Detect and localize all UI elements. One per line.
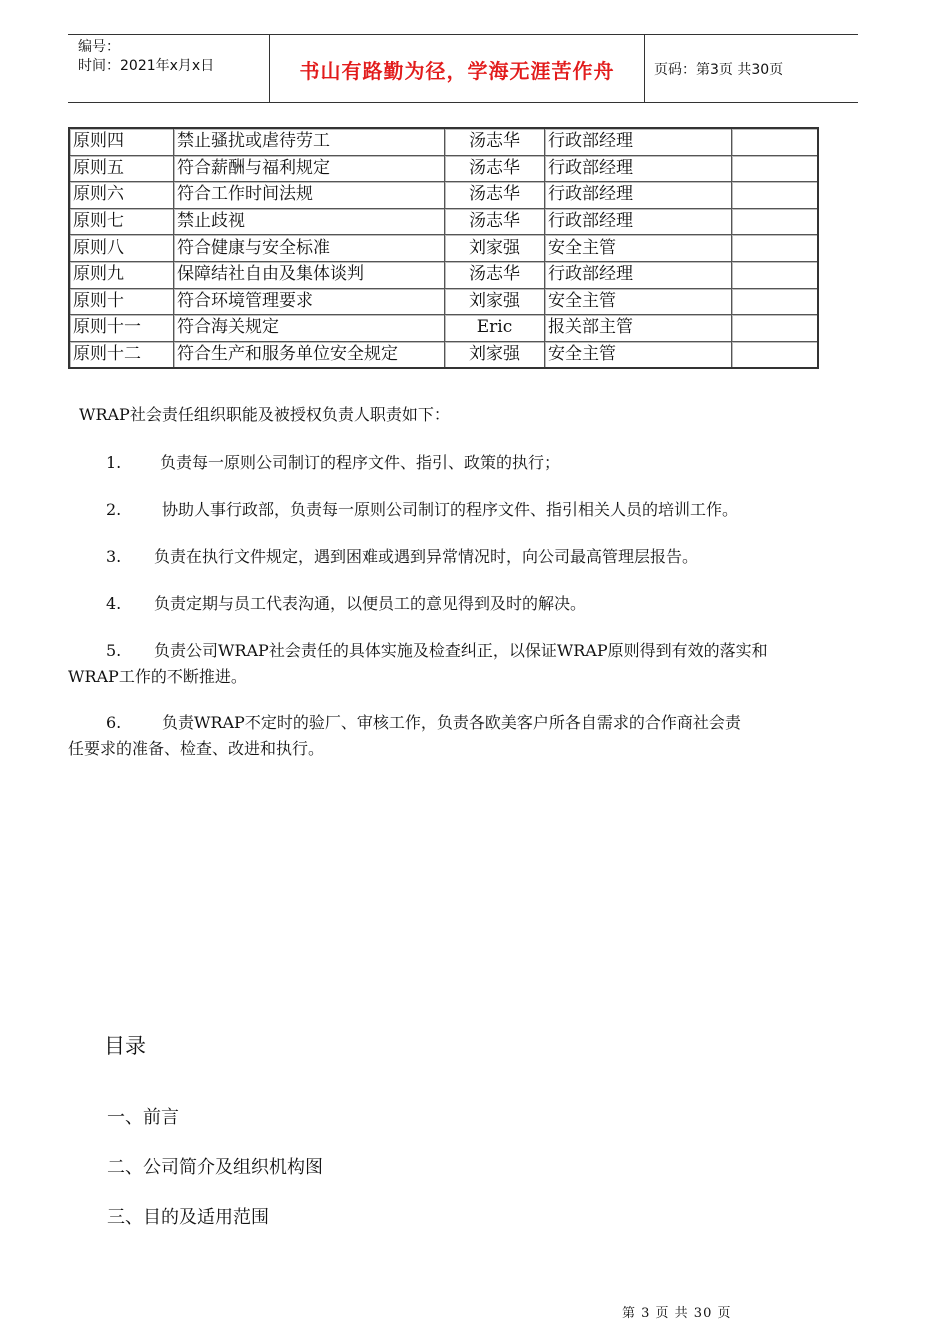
remark-cell — [732, 235, 819, 262]
position-cell: 安全主管 — [545, 341, 732, 368]
position-cell: 行政部经理 — [545, 155, 732, 182]
table-row — [69, 155, 818, 182]
remark-cell — [732, 341, 819, 368]
owner-cell: 汤志华 — [445, 208, 545, 235]
owner-cell: 刘家强 — [445, 235, 545, 262]
table-row — [69, 288, 818, 315]
principle-cell: 原则十一 — [69, 315, 174, 342]
principle-name-cell: 符合健康与安全标准 — [174, 235, 445, 262]
owner-cell: 刘家强 — [445, 288, 545, 315]
remark-cell — [732, 182, 819, 209]
list-item-number: 1. — [106, 453, 122, 472]
responsibility-table — [68, 127, 819, 369]
list-item-text-continued: 任要求的准备、检查、改进和执行。 — [68, 739, 325, 758]
remark-cell — [732, 288, 819, 315]
position-cell: 行政部经理 — [545, 128, 732, 155]
principle-name-cell: 保障结社自由及集体谈判 — [174, 261, 445, 288]
table-row — [69, 235, 818, 262]
position-cell: 行政部经理 — [545, 208, 732, 235]
list-item-number: 4. — [106, 594, 122, 613]
list-item-number: 3. — [106, 547, 122, 566]
header-meta — [78, 38, 214, 76]
page-footer: 第 3 页 共 30 页 — [622, 1306, 732, 1321]
list-item-text: 负责WRAP不定时的验厂、审核工作，负责各欧美客户所各自需求的合作商社会责 — [162, 713, 741, 732]
list-item-text: 负责每一原则公司制订的程序文件、指引、政策的执行； — [160, 453, 561, 472]
owner-cell: 汤志华 — [445, 128, 545, 155]
owner-cell: 汤志华 — [445, 182, 545, 209]
principle-cell: 原则九 — [69, 261, 174, 288]
position-cell: 安全主管 — [545, 235, 732, 262]
list-item — [68, 591, 860, 617]
header-motto: 书山有路勤为径，学海无涯苦作舟 — [299, 59, 615, 83]
owner-cell: 汤志华 — [445, 261, 545, 288]
list-item-text: 负责在执行文件规定，遇到困难或遇到异常情况时，向公司最高管理层报告。 — [154, 547, 699, 566]
owner-cell: 刘家强 — [445, 341, 545, 368]
principle-name-cell: 符合生产和服务单位安全规定 — [174, 341, 445, 368]
principle-cell: 原则四 — [69, 128, 174, 155]
list-item — [68, 638, 860, 690]
principle-cell: 原则十二 — [69, 341, 174, 368]
list-item — [68, 497, 860, 523]
principle-cell: 原则十 — [69, 288, 174, 315]
principle-name-cell: 禁止骚扰或虐待劳工 — [174, 128, 445, 155]
list-item-number: 6. — [106, 713, 122, 732]
header-divider — [644, 35, 645, 102]
position-cell: 行政部经理 — [545, 182, 732, 209]
position-cell: 行政部经理 — [545, 261, 732, 288]
table-row — [69, 341, 818, 368]
position-cell: 安全主管 — [545, 288, 732, 315]
owner-cell: Eric — [445, 315, 545, 342]
principle-name-cell: 符合工作时间法规 — [174, 182, 445, 209]
list-item — [68, 710, 860, 762]
table-row — [69, 182, 818, 209]
list-item — [68, 450, 860, 476]
list-item-number: 2. — [106, 500, 122, 519]
list-item-number: 5. — [106, 641, 122, 660]
remark-cell — [732, 128, 819, 155]
principle-cell: 原则五 — [69, 155, 174, 182]
principle-cell: 原则七 — [69, 208, 174, 235]
list-item-text: 负责定期与员工代表沟通，以便员工的意见得到及时的解决。 — [154, 594, 587, 613]
owner-cell: 汤志华 — [445, 155, 545, 182]
list-item-text: 协助人事行政部，负责每一原则公司制订的程序文件、指引相关人员的培训工作。 — [162, 500, 739, 519]
date-label: 时间：2021年x月x日 — [78, 58, 215, 74]
header-page-number: 页码：第3页 共30页 — [654, 62, 784, 78]
position-cell: 报关部主管 — [545, 315, 732, 342]
remark-cell — [732, 315, 819, 342]
page-header — [68, 34, 858, 103]
principle-name-cell: 符合环境管理要求 — [174, 288, 445, 315]
remark-cell — [732, 155, 819, 182]
list-item-text: 负责公司WRAP社会责任的具体实施及检查纠正，以保证WRAP原则得到有效的落实和 — [154, 641, 768, 660]
table-row — [69, 208, 818, 235]
principle-name-cell: 符合薪酬与福利规定 — [174, 155, 445, 182]
toc-entry[interactable]: 三、目的及适用范围 — [107, 1207, 269, 1228]
serial-number-label: 编号： — [78, 39, 120, 55]
principle-name-cell: 禁止歧视 — [174, 208, 445, 235]
intro-paragraph: WRAP社会责任组织职能及被授权负责人职责如下： — [79, 405, 450, 424]
toc-title: 目录 — [104, 1034, 146, 1058]
principle-cell: 原则六 — [69, 182, 174, 209]
table-row — [69, 315, 818, 342]
toc-entry[interactable]: 二、公司简介及组织机构图 — [107, 1157, 323, 1178]
list-item-text-continued: WRAP工作的不断推进。 — [68, 667, 247, 686]
remark-cell — [732, 261, 819, 288]
toc-entry[interactable]: 一、前言 — [107, 1107, 179, 1128]
principle-cell: 原则八 — [69, 235, 174, 262]
principle-name-cell: 符合海关规定 — [174, 315, 445, 342]
table-row — [69, 261, 818, 288]
list-item — [68, 544, 860, 570]
table-row — [69, 128, 818, 155]
remark-cell — [732, 208, 819, 235]
